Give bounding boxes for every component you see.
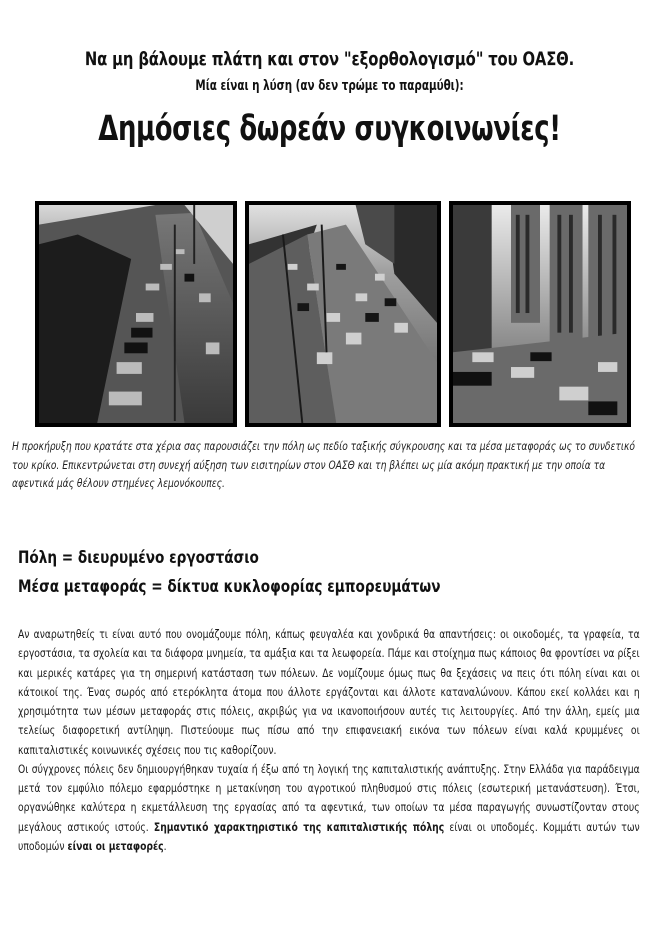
paragraph-1: Αν αναρωτηθείς τι είναι αυτό που ονομάζουμε πόλη, κάπως φευγαλέα και χονδρικά θα απαντήσεις: οι οικοδομές, τα γραφεία, τα εργοστάσια, τα σχολεία και τα διάφορα μνημεία, τα αμάξια και τα λεωφορεία. Πάμε και στοίχημα πως κάποιος θα φροντίσει να ρίξει και μερικές κατάρες για τη σημερινή κατάσταση των πόλεων. Δε νομίζουμε όμως πως θα ξεχάσεις να πεις ότι πόλη είναι και οι κάτοικοί της. Ένας σωρός από ετερόκλητα άτομα που άλλοτε εργάζονται και άλλοτε καταναλώνουν. Κάπου εκεί κολλάει και η χρησιμότητα των μέσων μεταφοράς στις πόλεις, ακριβώς για να ικανοποιήσουν αυτές τις λειτουργίες. Από την άλλη, εμείς μια τελείως διαφορετική αντίληψη. Πιστεύουμε πως πίσω από την επιφανειακή εικόνα των πόλεων είναι καλά κρυμμένες οι καπιταλιστικές κοινωνικές σχέσεις που τις καθορίζουν.	[18, 627, 640, 757]
photo-caption: Η προκήρυξη που κρατάτε στα χέρια σας παρουσιάζει την πόλη ως πεδίο ταξικής σύγκρουσης και τα μέσα μεταφοράς ως το συνδετικό του κρίκο. Επικεντρώνεται στη συνεχή αύξηση των εισιτηρίων στον ΟΑΣΘ και τη βλέπει ως μία ακόμη πρακτική με την οποία τα αφεντικά μάς θέλουν στημένες λεμονόκουπες.	[12, 439, 635, 490]
body-text	[18, 625, 640, 856]
paragraph-2-bold-a: Σημαντικό χαρακτηριστικό της καπιταλιστικής πόλης	[153, 819, 445, 834]
street-photo-middle	[245, 201, 441, 427]
section-heading-2: Μέσα μεταφοράς = δίκτυα κυκλοφορίας εμπορευμάτων	[18, 577, 441, 597]
header-line-1: Να μη βάλουμε πλάτη και στον "εξορθολογισμό" του ΟΑΣΘ.	[84, 48, 575, 70]
paragraph-2-part-e: .	[163, 838, 167, 853]
paragraph-2-part-c: είναι οι υποδομές. Κομμάτι αυτών των υποδομών	[18, 819, 640, 853]
street-photo-right	[449, 201, 631, 427]
paragraph-2-bold-b: είναι οι μεταφορές	[67, 838, 164, 853]
section-heading-1: Πόλη = διευρυμένο εργοστάσιο	[18, 548, 259, 568]
photo-triptych	[35, 201, 631, 427]
street-photo-left	[35, 201, 237, 427]
header-line-2: Μία είναι η λύση (αν δεν τρώμε το παραμύθι):	[195, 78, 464, 94]
page-title: Δημόσιες δωρεάν συγκοινωνίες!	[98, 109, 561, 149]
paragraph-2	[18, 760, 640, 856]
paragraph-2-part-a: Οι σύγχρονες πόλεις δεν δημιουργήθηκαν τυχαία ή έξω από τη λογική της καπιταλιστικής ανάπτυξης. Στην Ελλάδα για παράδειγμα μετά τον εμφύλιο πόλεμο εφαρμόστηκε η μετακίνηση του αγροτικού πληθυσμού στις πόλεις (εσωτερική μετανάστευση). Έτσι, οργανώθηκε καλύτερα η εκμετάλλευση της εργασίας από τα αφεντικά, των οποίων τα μέσα παραγωγής συνωστίζονταν στους μεγάλους αστικούς ιστούς.	[18, 761, 640, 834]
